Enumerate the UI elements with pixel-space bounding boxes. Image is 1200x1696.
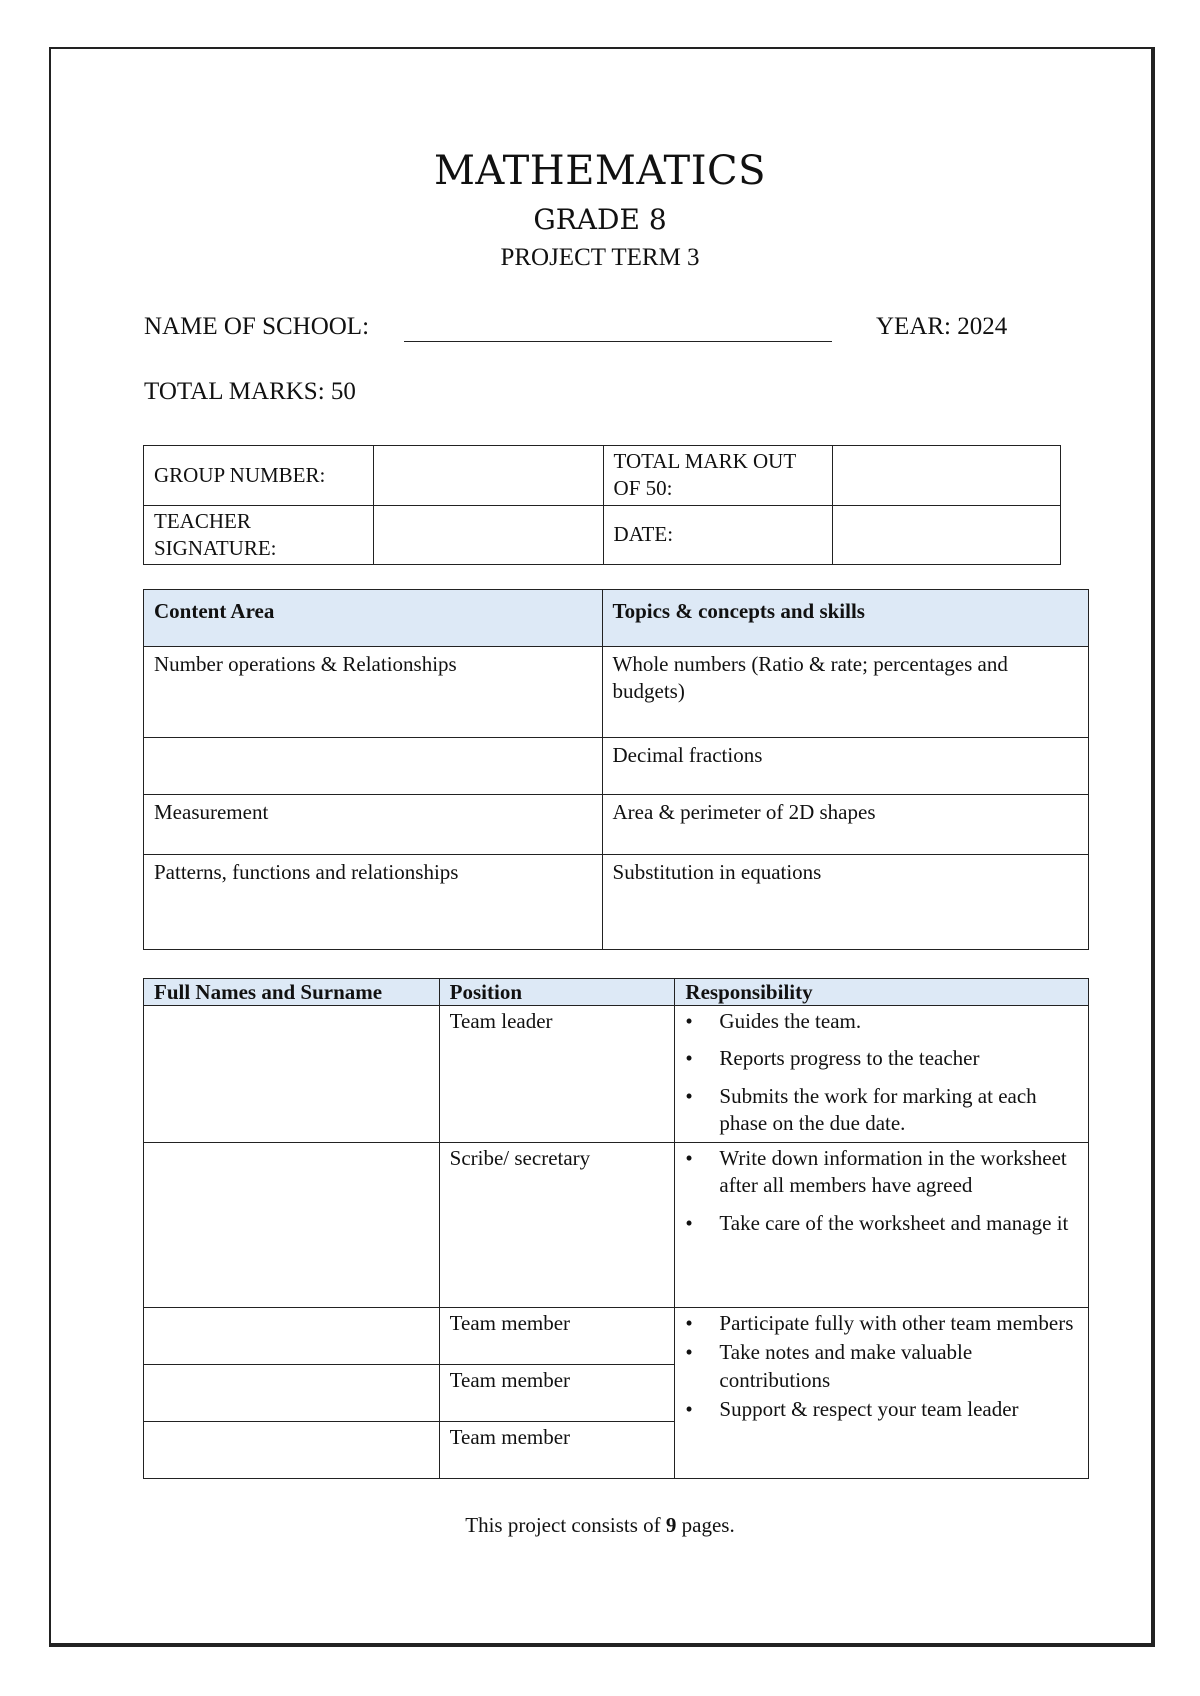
column-header: Position (439, 979, 675, 1006)
topics-cell: Whole numbers (Ratio & rate; percentages and budgets) (602, 647, 1088, 738)
table-header-row (144, 590, 1089, 647)
list-item: • Guides the team. (719, 1008, 1078, 1035)
grade-title: GRADE 8 (533, 203, 667, 236)
total-mark-label: TOTAL MARK OUT OF 50: (603, 446, 833, 506)
info-table (143, 445, 1061, 565)
name-field[interactable] (144, 1006, 440, 1143)
project-title: PROJECT TERM 3 (500, 244, 700, 271)
table-row (144, 446, 1061, 506)
content-area-cell: Number operations & Relationships (144, 647, 603, 738)
content-area-cell: Measurement (144, 795, 603, 855)
column-header: Responsibility (675, 979, 1089, 1006)
table-row (144, 855, 1089, 950)
column-header: Topics & concepts and skills (602, 590, 1088, 647)
column-header: Full Names and Surname (144, 979, 440, 1006)
position-cell: Team member (439, 1308, 675, 1365)
list-item: • Reports progress to the teacher (719, 1045, 1078, 1072)
table-row (144, 505, 1061, 565)
responsibility-list (685, 1008, 1078, 1137)
position-cell: Team member (439, 1422, 675, 1479)
table-row (144, 647, 1089, 738)
topics-cell: Substitution in equations (602, 855, 1088, 950)
column-header: Content Area (144, 590, 603, 647)
date-label: DATE: (603, 505, 833, 565)
list-item: • Write down information in the worksheet after all members have agreed (719, 1145, 1078, 1200)
date-field[interactable] (833, 505, 1061, 565)
subject-title: MATHEMATICS (433, 148, 767, 194)
table-row (144, 1143, 1089, 1308)
page-count-note (0, 1513, 1200, 1538)
position-cell: Team member (439, 1365, 675, 1422)
school-name-label: NAME OF SCHOOL: (144, 313, 370, 340)
group-number-label: GROUP NUMBER: (144, 446, 374, 506)
name-field[interactable] (144, 1143, 440, 1308)
list-item: • Participate fully with other team members (719, 1310, 1078, 1337)
table-row (144, 1308, 1089, 1365)
table-row (144, 1006, 1089, 1143)
table-header-row (144, 979, 1089, 1006)
teacher-signature-field[interactable] (373, 505, 603, 565)
page-count: 9 (665, 1513, 677, 1537)
total-marks: TOTAL MARKS: 50 (144, 378, 356, 405)
footer-suffix: pages. (681, 1513, 735, 1537)
table-row (144, 738, 1089, 795)
table-row (144, 795, 1089, 855)
list-item: • Take notes and make valuable contributions (719, 1339, 1078, 1394)
total-mark-field[interactable] (833, 446, 1061, 506)
topics-cell: Decimal fractions (602, 738, 1088, 795)
responsibility-cell (675, 1143, 1089, 1308)
footer-prefix: This project consists of (465, 1513, 661, 1537)
name-field[interactable] (144, 1422, 440, 1479)
responsibility-list (685, 1145, 1078, 1237)
list-item: • Take care of the worksheet and manage it (719, 1210, 1078, 1237)
list-item: • Submits the work for marking at each phase on the due date. (719, 1083, 1078, 1138)
school-name-field[interactable] (404, 341, 832, 342)
content-area-table (143, 589, 1089, 950)
responsibility-cell (675, 1006, 1089, 1143)
list-item: • Support & respect your team leader (719, 1396, 1078, 1423)
responsibility-cell (675, 1308, 1089, 1479)
position-cell: Scribe/ secretary (439, 1143, 675, 1308)
content-area-cell: Patterns, functions and relationships (144, 855, 603, 950)
teacher-signature-label: TEACHER SIGNATURE: (144, 505, 374, 565)
name-field[interactable] (144, 1365, 440, 1422)
team-roles-table (143, 978, 1089, 1479)
topics-cell: Area & perimeter of 2D shapes (602, 795, 1088, 855)
responsibility-list (685, 1310, 1078, 1423)
year-label: YEAR: 2024 (876, 313, 1008, 340)
position-cell: Team leader (439, 1006, 675, 1143)
content-area-cell (144, 738, 603, 795)
name-field[interactable] (144, 1308, 440, 1365)
group-number-field[interactable] (373, 446, 603, 506)
